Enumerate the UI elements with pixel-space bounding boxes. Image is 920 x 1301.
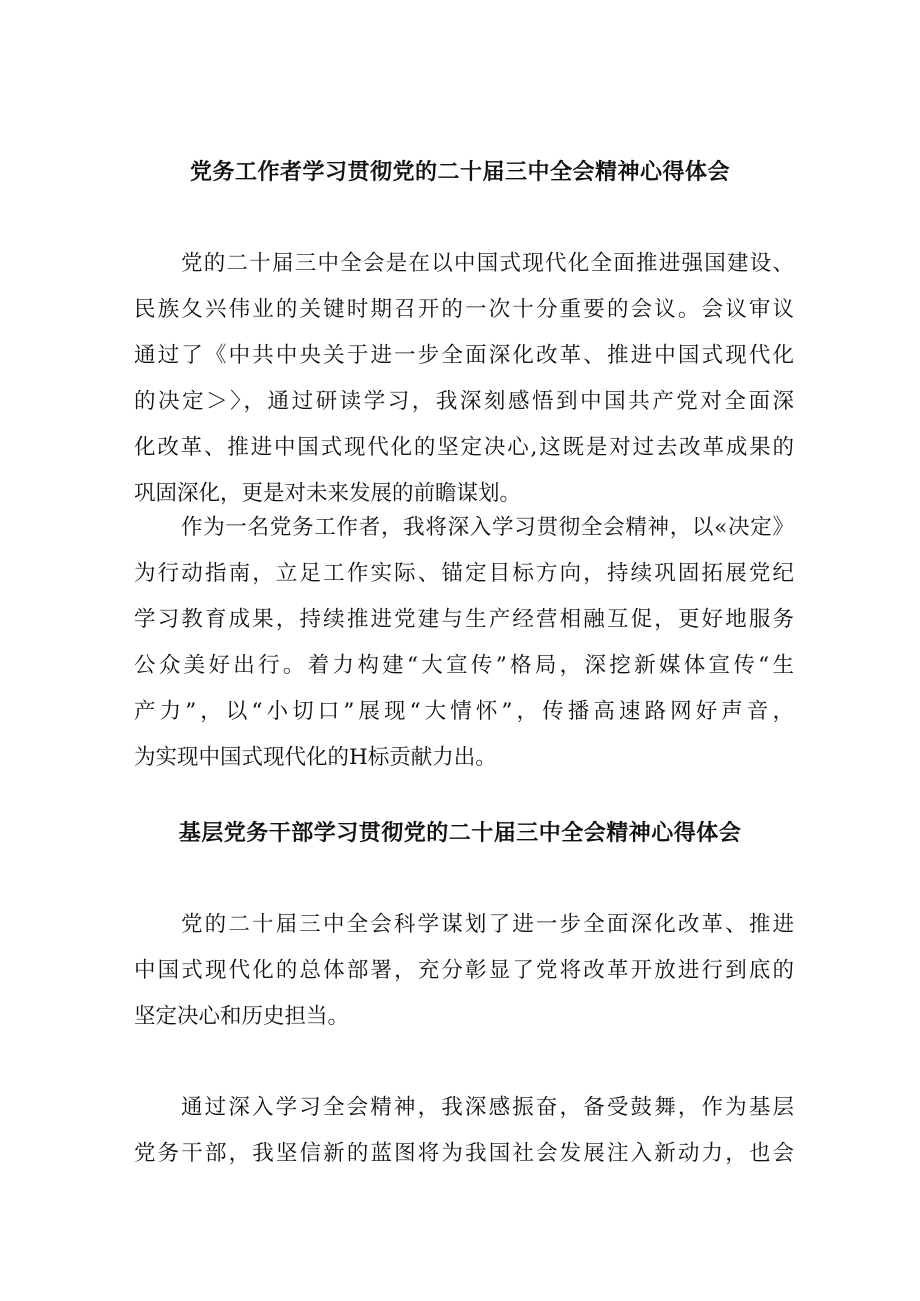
text-line: 巩固深化，更是对未来发展的前瞻谋划。	[134, 481, 522, 506]
text-line: 公众美好出行。着力构建“大宣传”格局，深挖新媒体宣传“生	[134, 653, 794, 678]
section-1-title: 党务工作者学习贯彻党的二十届三中全会精神心得体会	[189, 160, 730, 185]
text-line: 为行动指南，立足工作实际、锚定目标方向，持续巩固拓展党纪	[134, 561, 794, 586]
text-line: 坚定决心和历史担当。	[134, 1004, 350, 1029]
text-line: 为实现中国式现代化的H标贡献力出。	[134, 745, 497, 770]
text-line: 通过深入学习全会精神，我深感振奋，备受鼓舞，作为基层	[181, 1095, 794, 1120]
section-2-paragraph-1	[134, 902, 794, 1040]
section-1-paragraph-2	[134, 505, 794, 781]
text-line: 学习教育成果，持续推进党建与生产经营相融互促，更好地服务	[134, 607, 794, 632]
text-line: 作为一名党务工作者，我将深入学习贯彻全会精神，以«决定》	[181, 515, 794, 540]
text-line: 民族夂兴伟业的关键时期召开的一次十分重要的会议。会议审议	[134, 297, 794, 322]
text-line: 党务干部，我坚信新的蓝图将为我国社会发展注入新动力，也会	[134, 1141, 794, 1166]
text-line: 党的二十届三中全会科学谋划了进一步全面深化改革、推进	[181, 912, 794, 937]
text-line: 产力”，以“小切口”展现“大情怀”，传播高速路网好声音，	[134, 699, 794, 724]
section-2-title: 基层党务干部学习贯彻党的二十届三中全会精神心得体会	[178, 821, 742, 846]
text-line: 化改革、推进中国式现代化的坚定决心,这既是对过去改革成果的	[134, 435, 794, 460]
text-line: 党的二十届三中全会是在以中国式现代化全面推进强国建设、	[181, 251, 794, 276]
text-line: 通过了《中共中央关于进一步全面深化改革、推进中国式现代化	[134, 343, 794, 368]
section-2-paragraph-2	[134, 1085, 794, 1177]
section-1-paragraph-1	[134, 241, 794, 517]
text-line: 中国式现代化的总体部署，充分彰显了党将改革开放进行到底的	[134, 958, 794, 983]
text-line: 的决定＞〉，通过研读学习，我深刻感悟到中国共产党对全面深	[134, 389, 794, 414]
